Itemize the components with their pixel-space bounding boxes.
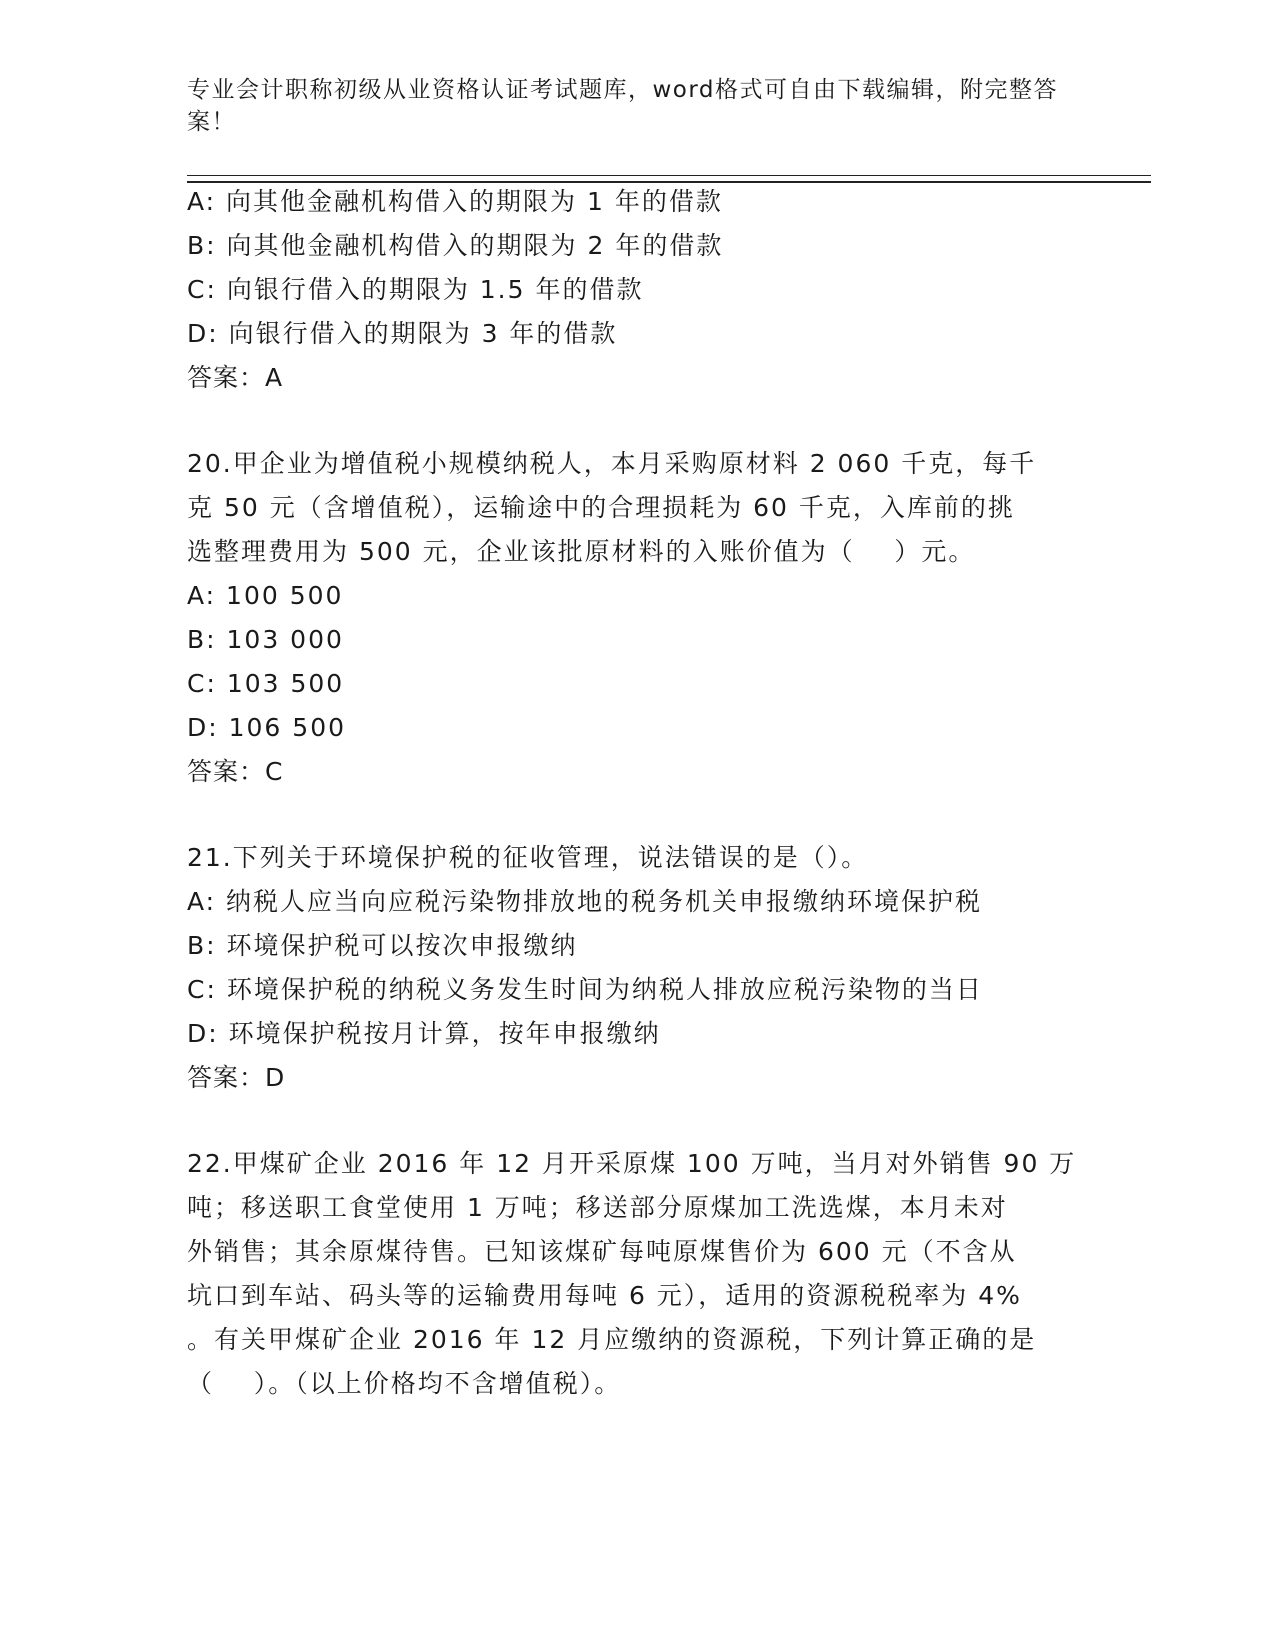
- question-20-stem-line: 克 50 元（含增值税），运输途中的合理损耗为 60 千克，入库前的挑: [187, 493, 1015, 522]
- question-20-option-a: A: 100 500: [187, 581, 344, 610]
- question-20-stem-line: 20.甲企业为增值税小规模纳税人，本月采购原材料 2 060 千克，每千: [187, 449, 1037, 478]
- option-d: D: 向银行借入的期限为 3 年的借款: [187, 319, 618, 348]
- option-b: B: 向其他金融机构借入的期限为 2 年的借款: [187, 231, 724, 260]
- question-20-option-b: B: 103 000: [187, 625, 344, 654]
- question-22-stem-line: 22.甲煤矿企业 2016 年 12 月开采原煤 100 万吨，当月对外销售 90 万: [187, 1149, 1077, 1178]
- question-21-stem-line: 21.下列关于环境保护税的征收管理，说法错误的是（）。: [187, 843, 869, 872]
- question-21-option-c: C: 环境保护税的纳税义务发生时间为纳税人排放应税污染物的当日: [187, 975, 983, 1004]
- option-c: C: 向银行借入的期限为 1.5 年的借款: [187, 275, 644, 304]
- question-21-option-b: B: 环境保护税可以按次申报缴纳: [187, 931, 578, 960]
- question-21-answer: 答案：D: [187, 1063, 286, 1092]
- question-20-answer: 答案：C: [187, 757, 284, 786]
- document-header: 专业会计职称初级从业资格认证考试题库，word格式可自由下载编辑，附完整答案！: [187, 77, 1059, 135]
- question-22-stem-line: 吨；移送职工食堂使用 1 万吨；移送部分原煤加工洗选煤，本月未对: [187, 1193, 1008, 1222]
- question-22-stem-line: （ ）。（以上价格均不含增值税）。: [187, 1369, 622, 1398]
- question-21-option-a: A: 纳税人应当向应税污染物排放地的税务机关申报缴纳环境保护税: [187, 887, 983, 916]
- question-20-option-d: D: 106 500: [187, 713, 347, 742]
- option-a: A: 向其他金融机构借入的期限为 1 年的借款: [187, 187, 723, 216]
- question-22-stem-line: 外销售；其余原煤待售。已知该煤矿每吨原煤售价为 600 元（不含从: [187, 1237, 1017, 1266]
- question-22-stem-line: 坑口到车站、码头等的运输费用每吨 6 元），适用的资源税税率为 4%: [187, 1281, 1022, 1310]
- answer: 答案：A: [187, 363, 284, 392]
- question-20-option-c: C: 103 500: [187, 669, 345, 698]
- header-divider-thick: [187, 181, 1151, 183]
- header-divider-thin: [187, 175, 1151, 176]
- question-22-stem-line: 。有关甲煤矿企业 2016 年 12 月应缴纳的资源税，下列计算正确的是: [187, 1325, 1037, 1354]
- question-21-option-d: D: 环境保护税按月计算，按年申报缴纳: [187, 1019, 661, 1048]
- question-20-stem-line: 选整理费用为 500 元，企业该批原材料的入账价值为（ ）元。: [187, 537, 976, 566]
